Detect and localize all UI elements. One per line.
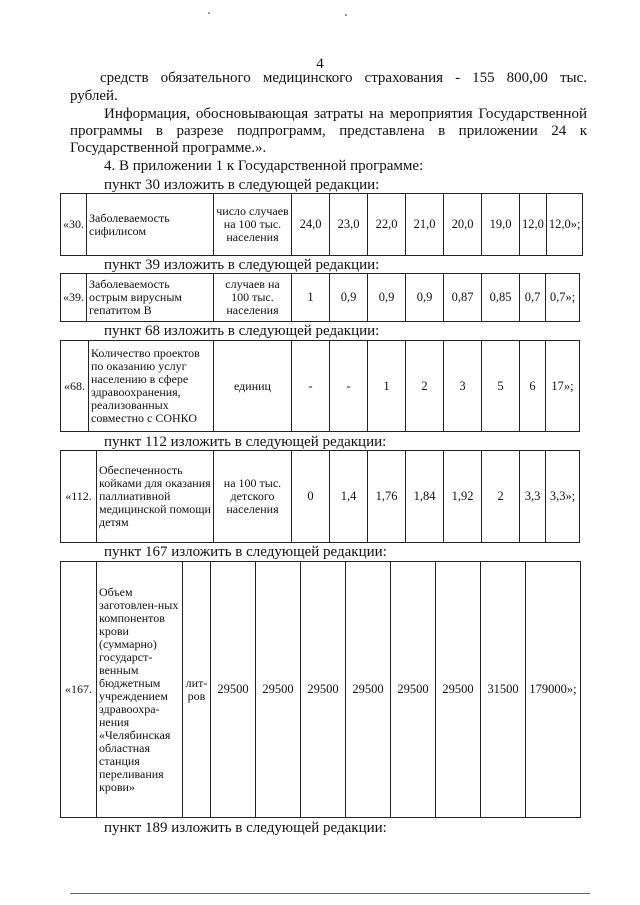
- row-number: «30.: [61, 194, 87, 256]
- value-cell: 22,0: [368, 194, 406, 256]
- unit: на 100 тыс. детского населения: [214, 451, 292, 543]
- value-cell: 3,3: [520, 451, 546, 543]
- indicator-name: Объем заготовлен-ных компонентов крови (суммарно) государст-венным бюджетным учреждением здравоохра-нения «Челябинская областная станция переливания крови»: [97, 562, 183, 818]
- list-item-heading: 4. В приложении 1 к Государственной программе:: [104, 158, 424, 174]
- value-cell: 19,0: [482, 194, 520, 256]
- value-cell: 1,92: [444, 451, 482, 543]
- value-cell: 0,9: [368, 274, 406, 322]
- row-number: «68.: [61, 341, 89, 432]
- value-cell: 12,0: [520, 194, 547, 256]
- value-cell: 3: [444, 341, 482, 432]
- table-row-68: [60, 340, 580, 432]
- value-cell: 23,0: [330, 194, 368, 256]
- value-cell: 2: [406, 341, 444, 432]
- caption-39: пункт 39 изложить в следующей редакции:: [104, 257, 380, 273]
- caption-112: пункт 112 изложить в следующей редакции:: [104, 434, 387, 450]
- unit: единиц: [214, 341, 292, 432]
- unit: случаев на 100 тыс. населения: [214, 274, 292, 322]
- indicator-name: Обеспеченность койками для оказания паллиативной медицинской помощи детям: [97, 451, 214, 543]
- row-number: «39.: [61, 274, 87, 322]
- caption-189: пункт 189 изложить в следующей редакции:: [104, 820, 387, 836]
- value-cell: 29500: [211, 562, 256, 818]
- value-cell: -: [292, 341, 330, 432]
- scan-edge-line: [70, 893, 590, 894]
- indicator-name: Заболеваемость острым вирусным гепатитом В: [87, 274, 214, 322]
- value-cell: 0,9: [330, 274, 368, 322]
- indicator-name: Заболеваемость сифилисом: [87, 194, 214, 256]
- value-cell: 20,0: [444, 194, 482, 256]
- value-cell: 17»;: [546, 341, 580, 432]
- paragraph: Информация, обосновывающая затраты на мероприятия Государственной программы в разрезе подпрограмм, представлена в приложении 24 к Государственной программе.».: [70, 106, 587, 156]
- value-cell: 29500: [391, 562, 436, 818]
- value-cell: 6: [520, 341, 546, 432]
- value-cell: 0,7»;: [546, 274, 580, 322]
- unit: лит-ров: [183, 562, 211, 818]
- scan-speck: [208, 12, 210, 14]
- value-cell: 1: [368, 341, 406, 432]
- row-number: «167.: [61, 562, 97, 818]
- value-cell: 0,9: [406, 274, 444, 322]
- caption-68: пункт 68 изложить в следующей редакции:: [104, 323, 380, 339]
- value-cell: 179000»;: [526, 562, 581, 818]
- text-line: рублей.: [70, 88, 118, 104]
- value-cell: 29500: [436, 562, 481, 818]
- value-cell: 5: [482, 341, 520, 432]
- value-cell: 0,7: [520, 274, 546, 322]
- value-cell: 12,0»;: [546, 194, 583, 256]
- value-cell: 29500: [256, 562, 301, 818]
- page-number: 4: [316, 56, 324, 72]
- indicator-name: Количество проектов по оказанию услуг населению в сфере здравоохранения, реализованных совместно с СОНКО: [89, 341, 214, 432]
- value-cell: 1,76: [368, 451, 406, 543]
- value-cell: 24,0: [292, 194, 330, 256]
- value-cell: 3,3»;: [546, 451, 580, 543]
- table-row-167: [60, 561, 581, 818]
- value-cell: 0,85: [482, 274, 520, 322]
- value-cell: 29500: [301, 562, 346, 818]
- value-cell: 21,0: [406, 194, 444, 256]
- caption-167: пункт 167 изложить в следующей редакции:: [104, 544, 387, 560]
- value-cell: 1: [292, 274, 330, 322]
- value-cell: 31500: [481, 562, 526, 818]
- row-number: «112.: [61, 451, 97, 543]
- caption-30: пункт 30 изложить в следующей редакции:: [104, 177, 380, 193]
- unit: число случаев на 100 тыс. населения: [214, 194, 292, 256]
- value-cell: 1,4: [330, 451, 368, 543]
- value-cell: -: [330, 341, 368, 432]
- value-cell: 0: [292, 451, 330, 543]
- table-row-30: [60, 193, 583, 256]
- value-cell: 29500: [346, 562, 391, 818]
- value-cell: 1,84: [406, 451, 444, 543]
- value-cell: 2: [482, 451, 520, 543]
- text-line: средств обязательного медицинского страхования - 155 800,00 тыс.: [100, 70, 587, 86]
- table-row-112: [60, 450, 580, 543]
- value-cell: 0,87: [444, 274, 482, 322]
- scan-speck: [345, 14, 347, 16]
- table-row-39: [60, 273, 580, 322]
